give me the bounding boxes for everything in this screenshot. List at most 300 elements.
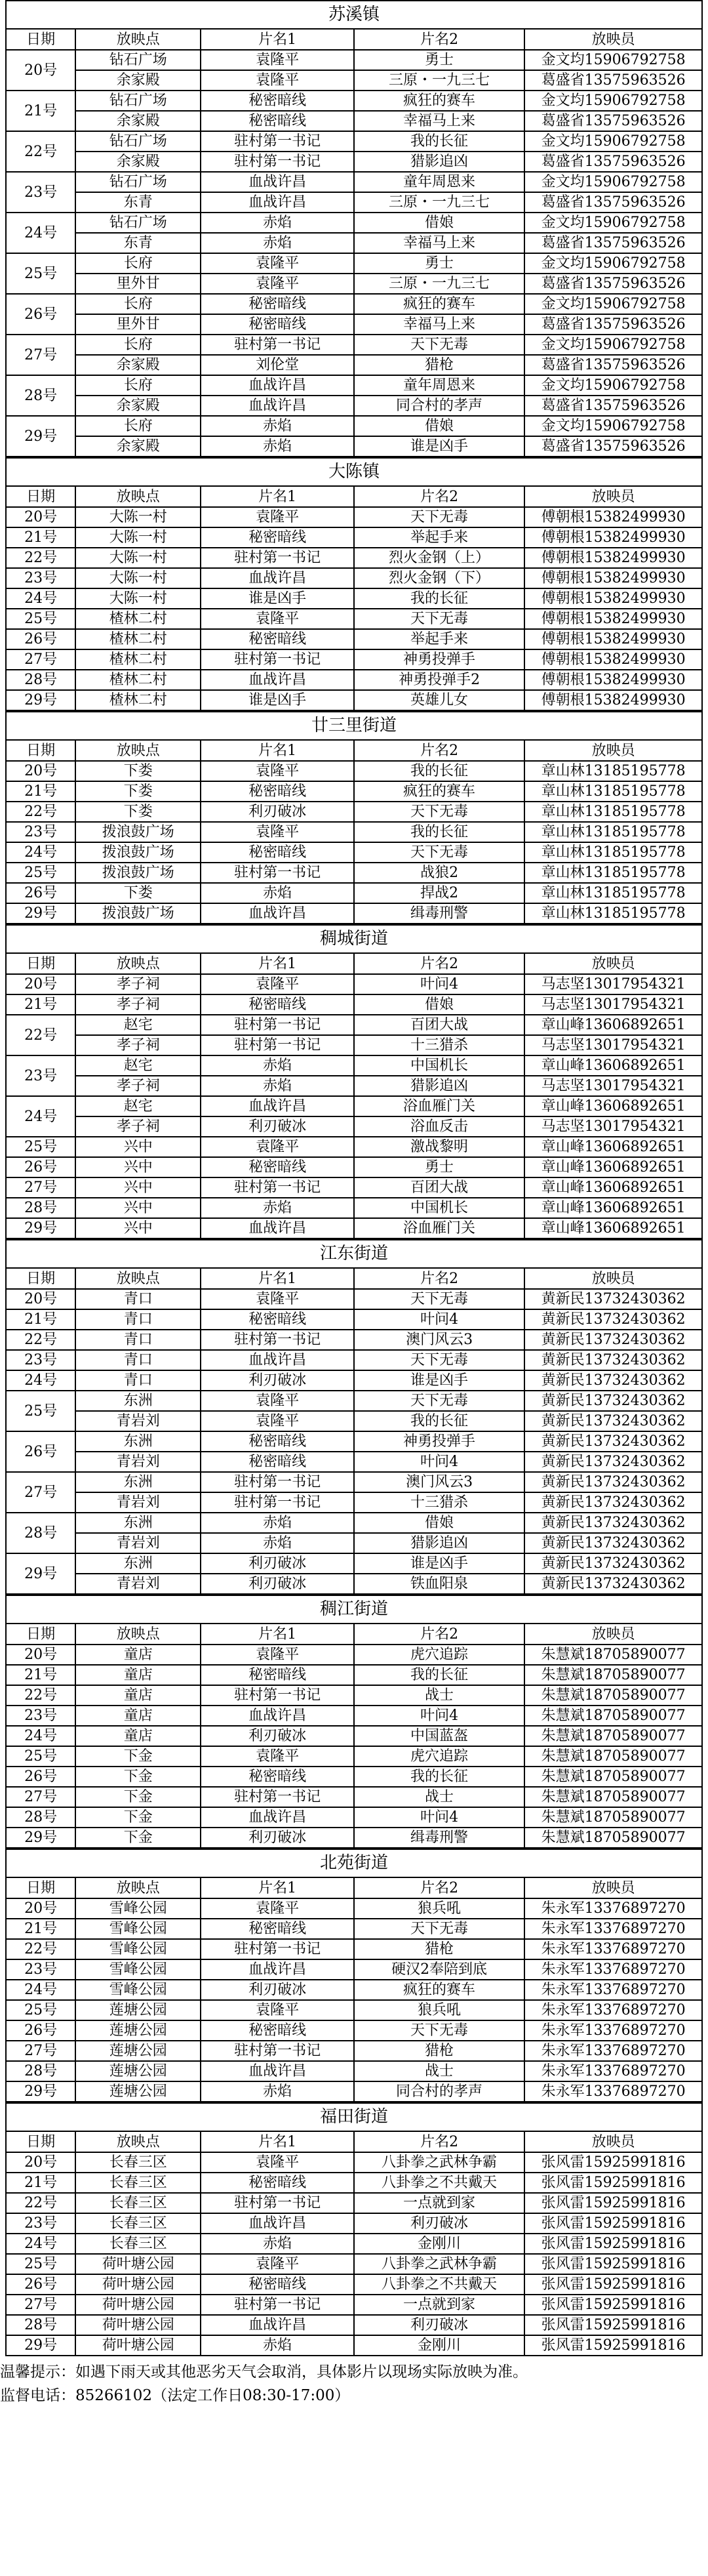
cell-projectionist: 金文均15906792758 — [524, 91, 702, 111]
cell-film2: 我的长征 — [354, 761, 524, 781]
cell-film1: 利刃破冰 — [201, 1726, 354, 1746]
header-projectionist: 放映员 — [524, 1877, 702, 1898]
table-row — [6, 192, 702, 213]
cell-film1: 赤焰 — [201, 2234, 354, 2254]
cell-film2: 叶问4 — [354, 974, 524, 994]
cell-projectionist: 朱慧斌18705890077 — [524, 1726, 702, 1746]
cell-film1: 利刃破冰 — [201, 1980, 354, 2000]
cell-film1: 秘密暗线 — [201, 314, 354, 335]
cell-date: 26号 — [6, 2274, 75, 2295]
cell-projectionist: 章山峰13606892651 — [524, 1157, 702, 1177]
cell-date: 27号 — [6, 1472, 75, 1513]
cell-film2: 猎枪 — [354, 355, 524, 375]
cell-film2: 八卦拳之武林争霸 — [354, 2152, 524, 2173]
cell-film2: 谁是凶手 — [354, 1370, 524, 1391]
cell-film2: 猎影追凶 — [354, 1076, 524, 1096]
cell-projectionist: 张风雷15925991816 — [524, 2173, 702, 2193]
cell-venue: 拨浪鼓广场 — [75, 842, 201, 863]
header-row — [6, 2131, 702, 2152]
cell-projectionist: 朱永军13376897270 — [524, 2061, 702, 2081]
cell-film2: 缉毒刑警 — [354, 1828, 524, 1848]
table-row — [6, 1492, 702, 1513]
cell-date: 23号 — [6, 1055, 75, 1096]
table-row — [6, 2173, 702, 2193]
cell-film2: 借娘 — [354, 994, 524, 1015]
cell-venue: 荷叶塘公园 — [75, 2254, 201, 2274]
table-row — [6, 1431, 702, 1452]
cell-date: 20号 — [6, 50, 75, 91]
header-film1: 片名1 — [201, 486, 354, 507]
footer-hotline: 监督电话：85266102（法定工作日08:30-17:00） — [0, 2387, 350, 2404]
cell-film1: 秘密暗线 — [201, 1767, 354, 1787]
cell-film2: 激战黎明 — [354, 1137, 524, 1157]
cell-film2: 虎穴追踪 — [354, 1746, 524, 1767]
table-row — [6, 802, 702, 822]
cell-film1: 袁隆平 — [201, 974, 354, 994]
section-table — [5, 457, 703, 711]
cell-film2: 澳门风云3 — [354, 1330, 524, 1350]
cell-film1: 袁隆平 — [201, 507, 354, 527]
footer-notes — [0, 2356, 708, 2407]
cell-projectionist: 黄新民13732430362 — [524, 1391, 702, 1411]
section-title: 江东街道 — [6, 1240, 702, 1268]
table-row — [6, 690, 702, 710]
cell-projectionist: 章山峰13606892651 — [524, 1218, 702, 1238]
cell-film1: 赤焰 — [201, 1513, 354, 1533]
cell-film2: 神勇投弹手 — [354, 1431, 524, 1452]
cell-venue: 下金 — [75, 1828, 201, 1848]
cell-projectionist: 张风雷15925991816 — [524, 2152, 702, 2173]
table-row — [6, 1645, 702, 1665]
cell-film2: 百团大战 — [354, 1177, 524, 1198]
cell-venue: 大陈一村 — [75, 568, 201, 588]
table-row — [6, 568, 702, 588]
cell-film1: 袁隆平 — [201, 609, 354, 629]
cell-projectionist: 章山林13185195778 — [524, 761, 702, 781]
header-date: 日期 — [6, 486, 75, 507]
cell-film2: 战狼2 — [354, 863, 524, 883]
header-film1: 片名1 — [201, 2131, 354, 2152]
cell-film2: 天下无毒 — [354, 802, 524, 822]
cell-film2: 我的长征 — [354, 1767, 524, 1787]
cell-venue: 东洲 — [75, 1513, 201, 1533]
cell-film2: 中国蓝盔 — [354, 1726, 524, 1746]
table-row — [6, 416, 702, 436]
cell-date: 28号 — [6, 670, 75, 690]
cell-film1: 驻村第一书记 — [201, 1787, 354, 1807]
cell-projectionist: 黄新民13732430362 — [524, 1330, 702, 1350]
cell-projectionist: 傅朝根15382499930 — [524, 609, 702, 629]
cell-film2: 中国机长 — [354, 1055, 524, 1076]
cell-venue: 拨浪鼓广场 — [75, 863, 201, 883]
cell-film1: 袁隆平 — [201, 274, 354, 294]
cell-date: 23号 — [6, 822, 75, 842]
cell-film1: 利刃破冰 — [201, 1553, 354, 1574]
cell-film1: 袁隆平 — [201, 253, 354, 274]
cell-venue: 长府 — [75, 294, 201, 314]
cell-date: 21号 — [6, 527, 75, 548]
table-row — [6, 1391, 702, 1411]
cell-film2: 叶问4 — [354, 1452, 524, 1472]
cell-film2: 金刚川 — [354, 2335, 524, 2356]
cell-film1: 血战许昌 — [201, 2061, 354, 2081]
cell-film1: 驻村第一书记 — [201, 2041, 354, 2061]
cell-venue: 莲塘公园 — [75, 2000, 201, 2020]
header-film1: 片名1 — [201, 740, 354, 761]
cell-venue: 大陈一村 — [75, 507, 201, 527]
cell-projectionist: 傅朝根15382499930 — [524, 649, 702, 670]
cell-venue: 大陈一村 — [75, 527, 201, 548]
cell-film2: 谁是凶手 — [354, 436, 524, 457]
header-venue: 放映点 — [75, 740, 201, 761]
table-row — [6, 152, 702, 172]
cell-venue: 拨浪鼓广场 — [75, 822, 201, 842]
cell-date: 28号 — [6, 2061, 75, 2081]
cell-venue: 长春三区 — [75, 2213, 201, 2234]
header-row — [6, 1268, 702, 1289]
cell-date: 22号 — [6, 1939, 75, 1959]
cell-film2: 三原・一九三七 — [354, 70, 524, 91]
cell-venue: 东洲 — [75, 1472, 201, 1492]
header-film2: 片名2 — [354, 29, 524, 50]
cell-film2: 疯狂的赛车 — [354, 1980, 524, 2000]
cell-projectionist: 黄新民13732430362 — [524, 1452, 702, 1472]
cell-date: 23号 — [6, 1350, 75, 1370]
cell-date: 24号 — [6, 1726, 75, 1746]
cell-film1: 血战许昌 — [201, 1096, 354, 1116]
section-title: 北苑街道 — [6, 1849, 702, 1877]
cell-date: 23号 — [6, 172, 75, 213]
section-table — [5, 2102, 703, 2356]
cell-date: 24号 — [6, 1370, 75, 1391]
cell-film1: 袁隆平 — [201, 822, 354, 842]
cell-projectionist: 傅朝根15382499930 — [524, 527, 702, 548]
cell-venue: 钻石广场 — [75, 91, 201, 111]
cell-venue: 大陈一村 — [75, 548, 201, 568]
cell-date: 26号 — [6, 1767, 75, 1787]
cell-projectionist: 傅朝根15382499930 — [524, 568, 702, 588]
header-film1: 片名1 — [201, 29, 354, 50]
cell-film2: 八卦拳之不共戴天 — [354, 2173, 524, 2193]
cell-projectionist: 葛盛省13575963526 — [524, 192, 702, 213]
cell-film1: 赤焰 — [201, 233, 354, 253]
cell-venue: 雪峰公园 — [75, 1980, 201, 2000]
table-row — [6, 1411, 702, 1431]
cell-projectionist: 黄新民13732430362 — [524, 1411, 702, 1431]
header-date: 日期 — [6, 29, 75, 50]
cell-venue: 长春三区 — [75, 2193, 201, 2213]
cell-projectionist: 马志坚13017954321 — [524, 1035, 702, 1055]
cell-date: 24号 — [6, 842, 75, 863]
cell-venue: 青岩刘 — [75, 1533, 201, 1553]
cell-projectionist: 张风雷15925991816 — [524, 2274, 702, 2295]
cell-date: 25号 — [6, 2254, 75, 2274]
cell-date: 24号 — [6, 213, 75, 253]
table-row — [6, 2081, 702, 2102]
cell-film1: 利刃破冰 — [201, 1116, 354, 1137]
table-row — [6, 863, 702, 883]
cell-film1: 袁隆平 — [201, 2000, 354, 2020]
cell-venue: 钻石广场 — [75, 172, 201, 192]
cell-projectionist: 张风雷15925991816 — [524, 2335, 702, 2356]
table-row — [6, 1980, 702, 2000]
cell-projectionist: 葛盛省13575963526 — [524, 396, 702, 416]
cell-venue: 里外甘 — [75, 314, 201, 335]
cell-venue: 楂林二村 — [75, 629, 201, 649]
section-table — [5, 1595, 703, 1849]
cell-projectionist: 黄新民13732430362 — [524, 1431, 702, 1452]
table-row — [6, 2234, 702, 2254]
header-film2: 片名2 — [354, 1268, 524, 1289]
table-row — [6, 2274, 702, 2295]
cell-projectionist: 朱永军13376897270 — [524, 2081, 702, 2102]
cell-film1: 血战许昌 — [201, 1706, 354, 1726]
cell-film1: 袁隆平 — [201, 70, 354, 91]
header-film2: 片名2 — [354, 953, 524, 974]
cell-projectionist: 章山林13185195778 — [524, 781, 702, 802]
cell-film2: 浴血雁门关 — [354, 1218, 524, 1238]
cell-venue: 东洲 — [75, 1391, 201, 1411]
cell-film2: 猎枪 — [354, 2041, 524, 2061]
cell-film2: 天下无毒 — [354, 507, 524, 527]
table-row — [6, 1370, 702, 1391]
cell-venue: 长春三区 — [75, 2234, 201, 2254]
header-projectionist: 放映员 — [524, 2131, 702, 2152]
cell-projectionist: 金文均15906792758 — [524, 416, 702, 436]
cell-date: 26号 — [6, 883, 75, 903]
cell-date: 29号 — [6, 2081, 75, 2102]
cell-film1: 驻村第一书记 — [201, 152, 354, 172]
cell-projectionist: 朱永军13376897270 — [524, 2000, 702, 2020]
cell-film1: 秘密暗线 — [201, 1157, 354, 1177]
cell-date: 27号 — [6, 1177, 75, 1198]
cell-date: 22号 — [6, 802, 75, 822]
cell-date: 25号 — [6, 1137, 75, 1157]
section-table — [5, 1849, 703, 2102]
cell-projectionist: 马志坚13017954321 — [524, 974, 702, 994]
table-row — [6, 1116, 702, 1137]
table-row — [6, 974, 702, 994]
cell-film1: 袁隆平 — [201, 2152, 354, 2173]
cell-film1: 袁隆平 — [201, 1898, 354, 1919]
cell-venue: 赵宅 — [75, 1055, 201, 1076]
cell-projectionist: 朱慧斌18705890077 — [524, 1685, 702, 1706]
cell-film2: 天下无毒 — [354, 1919, 524, 1939]
table-row — [6, 1035, 702, 1055]
cell-film1: 驻村第一书记 — [201, 131, 354, 152]
cell-date: 21号 — [6, 994, 75, 1015]
cell-film2: 天下无毒 — [354, 609, 524, 629]
cell-film1: 谁是凶手 — [201, 690, 354, 710]
cell-venue: 长春三区 — [75, 2152, 201, 2173]
cell-projectionist: 章山林13185195778 — [524, 863, 702, 883]
section-table — [5, 0, 703, 457]
table-row — [6, 1350, 702, 1370]
cell-film2: 十三猎杀 — [354, 1035, 524, 1055]
cell-venue: 青口 — [75, 1309, 201, 1330]
cell-film1: 驻村第一书记 — [201, 1035, 354, 1055]
table-row — [6, 1807, 702, 1828]
cell-film1: 驻村第一书记 — [201, 2193, 354, 2213]
cell-film2: 澳门风云3 — [354, 1472, 524, 1492]
cell-date: 25号 — [6, 2000, 75, 2020]
schedule-sheet — [5, 0, 703, 2356]
cell-date: 29号 — [6, 416, 75, 457]
cell-projectionist: 章山峰13606892651 — [524, 1137, 702, 1157]
header-date: 日期 — [6, 2131, 75, 2152]
cell-film2: 勇士 — [354, 50, 524, 70]
cell-venue: 长春三区 — [75, 2173, 201, 2193]
cell-projectionist: 金文均15906792758 — [524, 213, 702, 233]
cell-projectionist: 葛盛省13575963526 — [524, 436, 702, 457]
cell-date: 28号 — [6, 1198, 75, 1218]
table-row — [6, 274, 702, 294]
cell-film2: 谁是凶手 — [354, 1553, 524, 1574]
cell-venue: 孝子祠 — [75, 974, 201, 994]
table-row — [6, 1959, 702, 1980]
cell-venue: 兴中 — [75, 1137, 201, 1157]
header-venue: 放映点 — [75, 29, 201, 50]
table-row — [6, 1787, 702, 1807]
header-film1: 片名1 — [201, 1268, 354, 1289]
table-row — [6, 903, 702, 924]
cell-date: 20号 — [6, 1898, 75, 1919]
cell-film2: 战士 — [354, 1787, 524, 1807]
cell-film2: 英雄儿女 — [354, 690, 524, 710]
cell-film2: 浴血反击 — [354, 1116, 524, 1137]
table-row — [6, 70, 702, 91]
table-row — [6, 1828, 702, 1848]
cell-venue: 莲塘公园 — [75, 2020, 201, 2041]
cell-venue: 青口 — [75, 1370, 201, 1391]
table-row — [6, 1685, 702, 1706]
cell-film1: 血战许昌 — [201, 1350, 354, 1370]
cell-date: 22号 — [6, 1015, 75, 1055]
cell-film2: 疯狂的赛车 — [354, 294, 524, 314]
table-row — [6, 396, 702, 416]
cell-date: 28号 — [6, 1513, 75, 1553]
header-row — [6, 740, 702, 761]
cell-film1: 赤焰 — [201, 1055, 354, 1076]
table-row — [6, 1513, 702, 1533]
cell-projectionist: 张风雷15925991816 — [524, 2234, 702, 2254]
table-row — [6, 2020, 702, 2041]
cell-film2: 童年周恩来 — [354, 375, 524, 396]
header-date: 日期 — [6, 953, 75, 974]
cell-projectionist: 朱慧斌18705890077 — [524, 1767, 702, 1787]
cell-date: 20号 — [6, 1645, 75, 1665]
cell-film1: 血战许昌 — [201, 192, 354, 213]
cell-projectionist: 葛盛省13575963526 — [524, 111, 702, 131]
cell-projectionist: 黄新民13732430362 — [524, 1492, 702, 1513]
cell-date: 29号 — [6, 1828, 75, 1848]
table-row — [6, 527, 702, 548]
table-row — [6, 1289, 702, 1309]
cell-film1: 秘密暗线 — [201, 294, 354, 314]
cell-film2: 战士 — [354, 1685, 524, 1706]
cell-projectionist: 朱永军13376897270 — [524, 1959, 702, 1980]
section-title: 苏溪镇 — [6, 1, 702, 29]
table-row — [6, 994, 702, 1015]
cell-date: 22号 — [6, 1685, 75, 1706]
cell-film1: 袁隆平 — [201, 2254, 354, 2274]
cell-film1: 赤焰 — [201, 2081, 354, 2102]
cell-film2: 三原・一九三七 — [354, 274, 524, 294]
cell-date: 27号 — [6, 649, 75, 670]
table-row — [6, 1898, 702, 1919]
cell-venue: 东青 — [75, 192, 201, 213]
cell-film2: 狼兵吼 — [354, 1898, 524, 1919]
cell-projectionist: 黄新民13732430362 — [524, 1370, 702, 1391]
cell-film2: 天下无毒 — [354, 335, 524, 355]
cell-film1: 秘密暗线 — [201, 2274, 354, 2295]
cell-film1: 驻村第一书记 — [201, 335, 354, 355]
cell-film2: 铁血阳泉 — [354, 1574, 524, 1594]
cell-projectionist: 张风雷15925991816 — [524, 2315, 702, 2335]
cell-date: 29号 — [6, 903, 75, 924]
cell-film1: 驻村第一书记 — [201, 1177, 354, 1198]
cell-film2: 烈火金钢（下） — [354, 568, 524, 588]
header-row — [6, 1877, 702, 1898]
header-projectionist: 放映员 — [524, 740, 702, 761]
cell-venue: 荷叶塘公园 — [75, 2315, 201, 2335]
section-title: 稠江街道 — [6, 1595, 702, 1624]
table-row — [6, 2254, 702, 2274]
cell-film2: 猎影追凶 — [354, 152, 524, 172]
header-date: 日期 — [6, 740, 75, 761]
table-row — [6, 588, 702, 609]
cell-date: 29号 — [6, 1553, 75, 1594]
table-row — [6, 314, 702, 335]
cell-projectionist: 金文均15906792758 — [524, 172, 702, 192]
cell-film1: 秘密暗线 — [201, 994, 354, 1015]
cell-film1: 驻村第一书记 — [201, 1330, 354, 1350]
table-row — [6, 1218, 702, 1238]
cell-venue: 兴中 — [75, 1218, 201, 1238]
cell-venue: 孝子祠 — [75, 1116, 201, 1137]
cell-date: 23号 — [6, 568, 75, 588]
cell-film2: 三原・一九三七 — [354, 192, 524, 213]
header-row — [6, 486, 702, 507]
cell-projectionist: 黄新民13732430362 — [524, 1553, 702, 1574]
cell-projectionist: 张风雷15925991816 — [524, 2213, 702, 2234]
cell-film2: 天下无毒 — [354, 2020, 524, 2041]
cell-projectionist: 金文均15906792758 — [524, 335, 702, 355]
cell-venue: 下娄 — [75, 883, 201, 903]
cell-date: 20号 — [6, 2152, 75, 2173]
cell-projectionist: 朱慧斌18705890077 — [524, 1828, 702, 1848]
cell-venue: 雪峰公园 — [75, 1939, 201, 1959]
cell-date: 22号 — [6, 548, 75, 568]
cell-date: 20号 — [6, 1289, 75, 1309]
cell-venue: 余家殿 — [75, 111, 201, 131]
cell-film2: 虎穴追踪 — [354, 1645, 524, 1665]
cell-venue: 楂林二村 — [75, 649, 201, 670]
cell-date: 29号 — [6, 1218, 75, 1238]
cell-film1: 秘密暗线 — [201, 1665, 354, 1685]
cell-film1: 驻村第一书记 — [201, 1015, 354, 1035]
table-row — [6, 172, 702, 192]
cell-date: 24号 — [6, 1980, 75, 2000]
cell-film1: 秘密暗线 — [201, 1452, 354, 1472]
table-row — [6, 609, 702, 629]
cell-film1: 利刃破冰 — [201, 1574, 354, 1594]
cell-projectionist: 金文均15906792758 — [524, 375, 702, 396]
cell-projectionist: 朱永军13376897270 — [524, 1919, 702, 1939]
cell-film2: 我的长征 — [354, 131, 524, 152]
cell-projectionist: 朱永军13376897270 — [524, 1939, 702, 1959]
table-row — [6, 1015, 702, 1035]
